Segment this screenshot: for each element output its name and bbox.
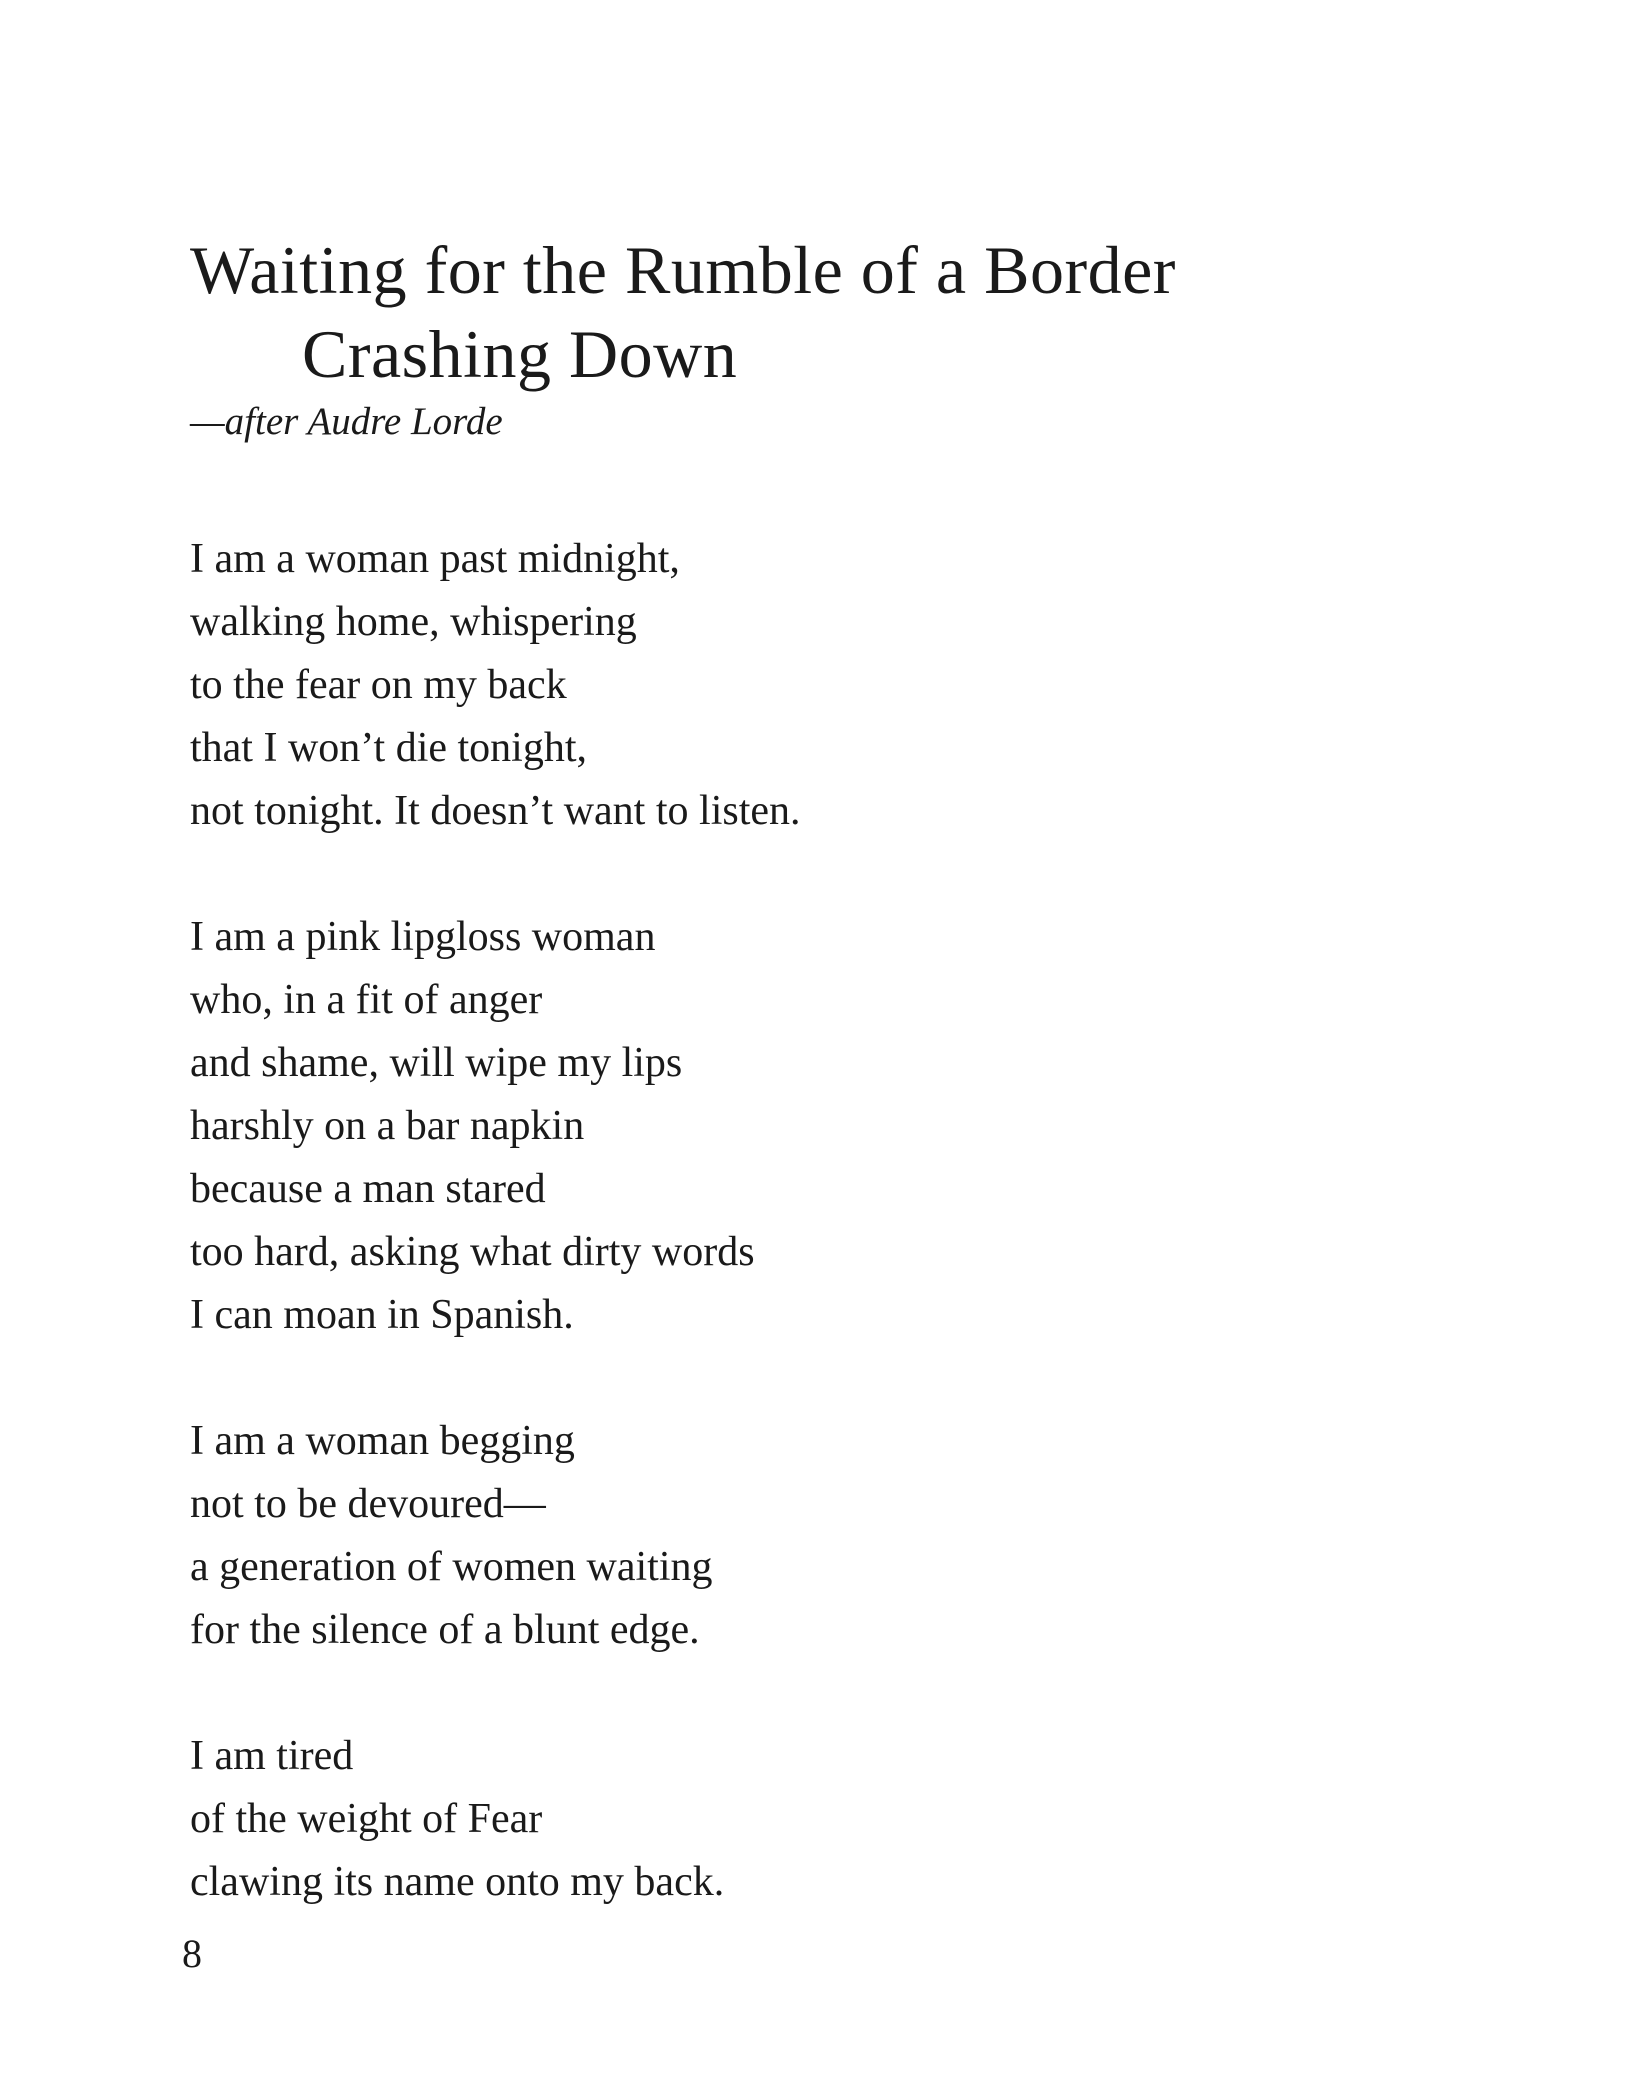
poem-title-line-2: Crashing Down: [302, 316, 738, 392]
stanza-2: [190, 906, 1390, 1347]
poem-line: a generation of women waiting: [190, 1544, 713, 1590]
epigraph: —after Audre Lorde: [190, 400, 503, 443]
stanza-3: [190, 1410, 1390, 1662]
poem-line: not tonight. It doesn’t want to listen.: [190, 788, 801, 834]
poem-line: I am a woman past midnight,: [190, 536, 680, 582]
poem-line: and shame, will wipe my lips: [190, 1040, 683, 1086]
poem-line: I am a pink lipgloss woman: [190, 914, 656, 960]
poem-body: [190, 528, 1390, 1914]
poem-line: I am tired: [190, 1733, 354, 1779]
poem-title: [190, 228, 1390, 396]
poem-line: walking home, whispering: [190, 599, 637, 645]
poem-line: clawing its name onto my back.: [190, 1859, 725, 1905]
poem-line: that I won’t die tonight,: [190, 725, 588, 771]
poem-line: to the fear on my back: [190, 662, 567, 708]
poem-line: not to be devoured—: [190, 1481, 546, 1527]
poem-line: for the silence of a blunt edge.: [190, 1607, 700, 1653]
stanza-4: [190, 1725, 1390, 1914]
page-number: 8: [182, 1931, 202, 1976]
poem-line: because a man stared: [190, 1166, 546, 1212]
poem-line: I am a woman begging: [190, 1418, 575, 1464]
poem-line: harshly on a bar napkin: [190, 1103, 585, 1149]
poem-line: I can moan in Spanish.: [190, 1292, 574, 1338]
poem-title-line-1: Waiting for the Rumble of a Border: [190, 232, 1176, 308]
poem-line: too hard, asking what dirty words: [190, 1229, 755, 1275]
poem-line: who, in a fit of anger: [190, 977, 543, 1023]
stanza-1: [190, 528, 1390, 843]
poem-line: of the weight of Fear: [190, 1796, 543, 1842]
